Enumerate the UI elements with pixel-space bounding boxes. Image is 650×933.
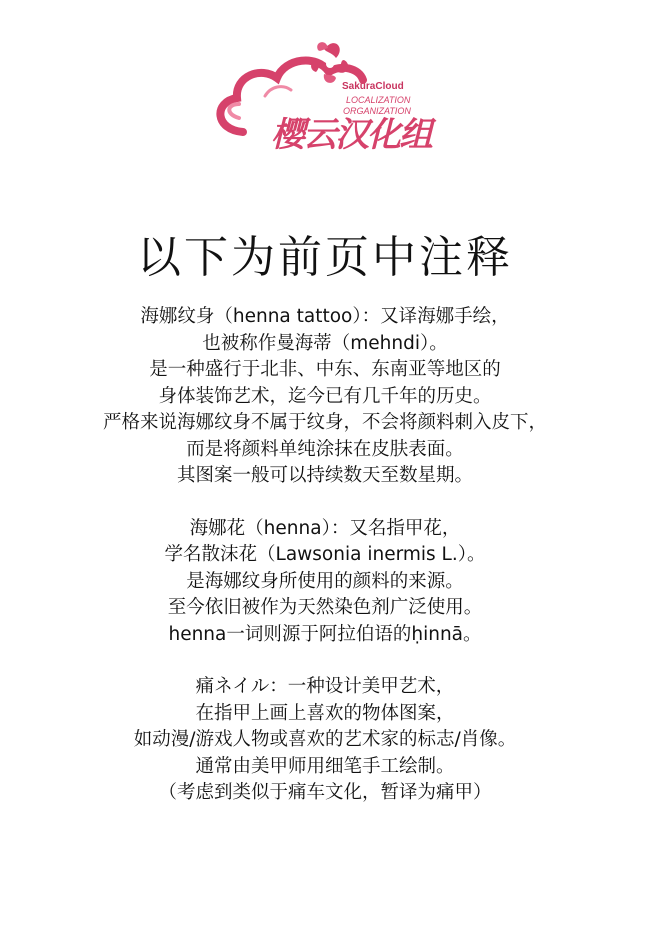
text-line: 在指甲上画上喜欢的物体图案，: [195, 702, 455, 724]
text-line: 海娜纹身（henna tattoo）：又译海娜手绘，: [140, 306, 510, 327]
sakuracloud-logo: [205, 40, 455, 170]
logo-org-line1: LOCALIZATION: [346, 95, 411, 105]
text-line: 是海娜纹身所使用的颜料的来源。: [186, 570, 464, 592]
text-line: 至今依旧被作为天然染色剂广泛使用。: [167, 597, 483, 618]
note-ita-nail: [0, 674, 650, 807]
text-line: 痛ネイル：一种设计美甲艺术，: [195, 676, 455, 697]
logo-org-line2: ORGANIZATION: [343, 106, 411, 116]
text-line: 其图案一般可以持续数天至数星期。: [176, 465, 473, 486]
text-line: 也被称作曼海蒂（mehndi）。: [202, 332, 448, 354]
note-henna-plant: [0, 516, 650, 649]
note-henna-tattoo: [0, 304, 650, 490]
text-line: 海娜花（henna）：又名指甲花，: [189, 517, 461, 539]
page-title: 以下为前页中注释: [137, 232, 513, 283]
logo-brand-name: SakuraCloud: [342, 81, 404, 92]
text-line: 身体装饰艺术，迄今已有几千年的历史。: [158, 385, 492, 407]
text-line: 是一种盛行于北非、中东、东南亚等地区的: [149, 359, 501, 380]
text-line: 通常由美甲师用细笔手工绘制。: [195, 755, 455, 777]
text-line: henna一词则源于阿拉伯语的ḥinnā。: [168, 623, 482, 645]
text-line: 如动漫/游戏人物或喜欢的艺术家的标志/肖像。: [133, 729, 517, 750]
logo-chinese-name: 樱云汉化组: [271, 115, 431, 155]
text-line: 严格来说海娜纹身不属于纹身，不会将颜料刺入皮下，: [102, 412, 547, 433]
notes-body: [0, 304, 650, 833]
text-line: 学名散沫花（Lawsonia inermis L.）。: [164, 544, 486, 565]
text-line: 而是将颜料单纯涂抹在皮肤表面。: [186, 438, 464, 460]
text-line: （考虑到类似于痛车文化，暂译为痛甲）: [158, 782, 492, 803]
